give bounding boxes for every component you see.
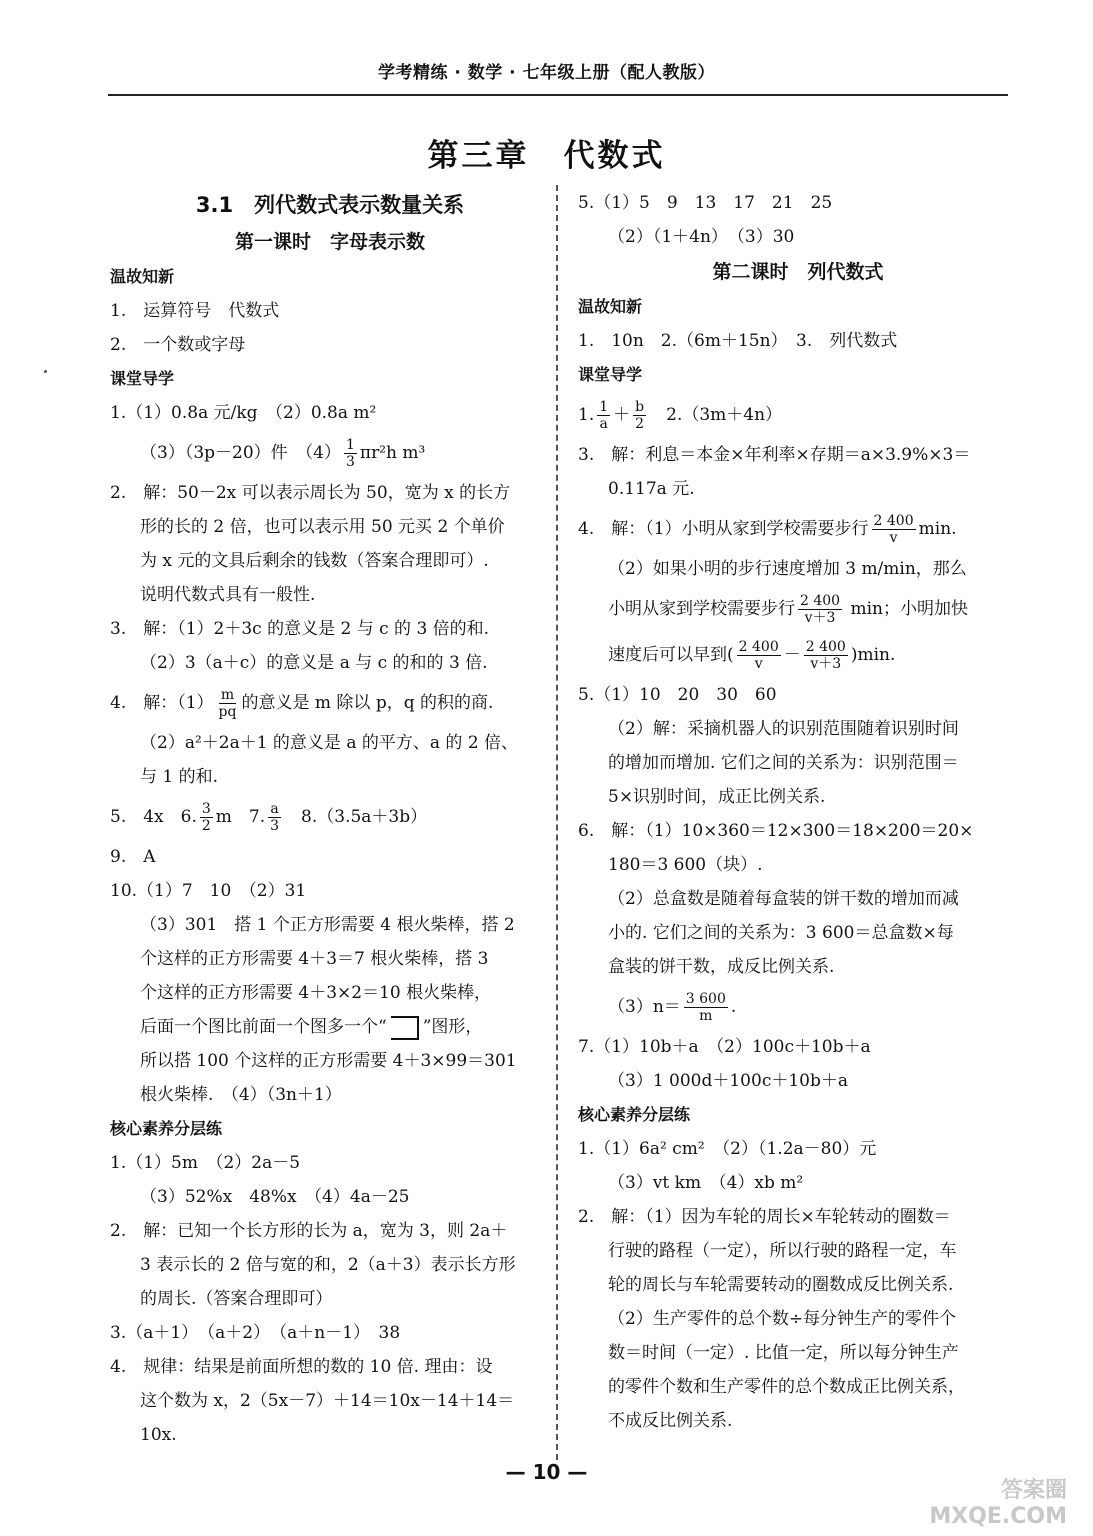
watermark-bottom: MXQE.COM [929, 1504, 1067, 1529]
denominator: 2 [635, 416, 645, 432]
numerator: 3 [201, 801, 211, 817]
answer-line: 2. 解：50－2x 可以表示周长为 50，宽为 x 的长方 [110, 483, 511, 503]
stray-dot [44, 370, 47, 373]
text: 后面一个图比前面一个图多一个“ [140, 1017, 387, 1037]
answer-line: 的增加而增加. 它们之间的关系为：识别范围＝ [608, 753, 959, 773]
text: 的意义是 m 除以 p，q 的积的商. [241, 693, 494, 713]
answer-line: （3）52%x 48%x （4）4a－25 [140, 1187, 410, 1207]
answer-line: 个这样的正方形需要 4＋3＝7 根火柴棒，搭 3 [140, 949, 489, 969]
paren-left: ( [727, 645, 734, 665]
fraction [597, 399, 610, 432]
fraction [798, 593, 842, 626]
fraction [344, 437, 357, 470]
numerator: b [635, 399, 645, 415]
denominator: 3 [345, 454, 355, 470]
answer-line [578, 632, 1018, 678]
answer-line: 的零件个数和生产零件的总个数成正比例关系， [608, 1377, 965, 1397]
header-rule [108, 94, 1008, 96]
answer-line: （2）生产零件的总个数÷每分钟生产的零件个 [608, 1309, 957, 1329]
answer-line: （3）vt km （4）xb m² [608, 1173, 804, 1193]
lesson-title: 第二课时 列代数式 [712, 261, 884, 283]
numerator: 2 400 [738, 639, 779, 655]
answer-line: 3. 解：（1）2＋3c 的意义是 2 与 c 的 3 倍的和. [110, 619, 490, 639]
answer-line: 为 x 元的文具后剩余的钱数（答案合理即可）. [140, 551, 489, 571]
fraction [872, 513, 916, 546]
running-header: 学考精练 · 数学 · 七年级上册（配人教版） [377, 63, 716, 83]
answer-line: 的周长.（答案合理即可） [140, 1289, 333, 1309]
answer-line: 1. 10n 2.（6m＋15n） 3. 列代数式 [578, 331, 898, 351]
chapter-title: 第三章 代数式 [427, 138, 666, 174]
text: m 7. [215, 807, 266, 827]
answer-line: 4. 规律：结果是前面所想的数的 10 倍. 理由：设 [110, 1357, 493, 1377]
numerator: 2 400 [873, 513, 914, 529]
text: 1. [578, 405, 595, 425]
denominator: a [599, 416, 608, 432]
answer-line [578, 506, 1018, 552]
fraction [633, 399, 646, 432]
answer-line: 不成反比例关系. [608, 1411, 733, 1431]
text: （3）（3p－20）件 （4） [140, 443, 341, 463]
column-divider [556, 185, 558, 1460]
square-shape-icon [391, 1016, 419, 1040]
answer-line: （2）解：采摘机器人的识别范围随着识别时间 [608, 719, 959, 739]
answer-line: 9. A [110, 847, 156, 867]
answer-line: 数＝时间（一定）. 比值一定，所以每分钟生产 [608, 1343, 959, 1363]
answer-line: 所以搭 100 个这样的正方形需要 4＋3×99＝301 [140, 1051, 517, 1071]
answer-line: 3. 解：利息＝本金×年利率×存期＝a×3.9%×3＝ [578, 445, 971, 465]
answer-line: 行驶的路程（一定），所以行驶的路程一定，车 [608, 1241, 957, 1261]
subheading-class: 课堂导学 [110, 369, 175, 388]
denominator: m [699, 1008, 713, 1024]
answer-line: 轮的周长与车轮需要转动的圈数成反比例关系. [608, 1275, 954, 1295]
answer-line: 6. 解：（1）10×360＝12×300＝18×200＝20× [578, 821, 974, 841]
answer-line: 3 表示长的 2 倍与宽的和，2（a＋3）表示长方形 [140, 1255, 516, 1275]
denominator: v＋3 [810, 656, 842, 672]
paren-right: ) [850, 645, 858, 665]
right-column [578, 186, 1018, 1438]
answer-line: （3）1 000d＋100c＋10b＋a [608, 1071, 848, 1091]
answer-line: 1.（1）0.8a 元/kg （2）0.8a m² [110, 403, 377, 423]
denominator: 2 [201, 818, 211, 834]
fraction [804, 639, 848, 672]
answer-line: 2. 解：已知一个长方形的长为 a，宽为 3，则 2a＋ [110, 1221, 508, 1241]
answer-line: 小的. 它们之间的关系为：3 600＝总盒数×每 [608, 923, 954, 943]
text: 5. 4x 6. [110, 807, 197, 827]
text: 4. 解：（1）小明从家到学校需要步行 [578, 519, 869, 539]
numerator: 1 [345, 437, 355, 453]
answer-line: （2）a²＋2a＋1 的意义是 a 的平方、a 的 2 倍、 [140, 733, 519, 753]
answer-line: 这个数为 x，2（5x－7）＋14＝10x－14＋14＝ [140, 1391, 515, 1411]
answer-line: 根火柴棒. （4）（3n＋1） [140, 1085, 342, 1105]
numerator: m [220, 687, 235, 703]
denominator: v＋3 [804, 610, 836, 626]
answer-line: 5×识别时间，成正比例关系. [608, 787, 826, 807]
subheading-review: 温故知新 [110, 267, 175, 286]
text: min；小明加快 [845, 599, 969, 619]
answer-line: 10.（1）7 10 （2）31 [110, 881, 307, 901]
subheading-class: 课堂导学 [578, 365, 643, 384]
answer-line: 个这样的正方形需要 4＋3×2＝10 根火柴棒， [140, 983, 492, 1003]
left-column [110, 186, 550, 1452]
text: min. [857, 645, 896, 665]
text: ”图形， [422, 1017, 483, 1037]
answer-line: 10x. [140, 1425, 177, 1445]
subheading-core: 核心素养分层练 [578, 1105, 691, 1124]
denominator: v [889, 530, 898, 546]
answer-line: （3）301 搭 1 个正方形需要 4 根火柴棒，搭 2 [140, 915, 515, 935]
text: 小明从家到学校需要步行 [608, 599, 795, 619]
answer-line: 2. 解：（1）因为车轮的周长×车轮转动的圈数＝ [578, 1207, 951, 1227]
answer-line: 1. 运算符号 代数式 [110, 301, 280, 321]
answer-line: 0.117a 元. [608, 479, 695, 499]
text: （3）n＝ [608, 997, 681, 1017]
answer-line: 1.（1）5m （2）2a－5 [110, 1153, 301, 1173]
numerator: a [270, 801, 279, 817]
subheading-review: 温故知新 [578, 297, 643, 316]
numerator: 2 400 [805, 639, 846, 655]
answer-line: （2）3（a＋c）的意义是 a 与 c 的和的 3 倍. [140, 653, 488, 673]
text: min. [918, 519, 957, 539]
answer-line [578, 586, 1018, 632]
answer-line: 5.（1）10 20 30 60 [578, 685, 777, 705]
answer-line: 7.（1）10b＋a （2）100c＋10b＋a [578, 1037, 871, 1057]
fraction [737, 639, 781, 672]
text: 2.（3m＋4n） [649, 405, 783, 425]
answer-line: 说明代数式具有一般性. [140, 585, 316, 605]
text: πr²h m³ [359, 443, 426, 463]
fraction [684, 991, 728, 1024]
numerator: 3 600 [685, 991, 726, 1007]
answer-line: （2）总盒数是随着每盒装的饼干数的增加而减 [608, 889, 959, 909]
answer-line: 形的长的 2 倍，也可以表示用 50 元买 2 个单价 [140, 517, 505, 537]
subheading-core: 核心素养分层练 [110, 1119, 223, 1138]
text: 8.（3.5a＋3b） [284, 807, 428, 827]
answer-line [578, 392, 1018, 438]
answer-line: 180＝3 600（块）. [608, 855, 763, 875]
answer-line: 5.（1）5 9 13 17 21 25 [578, 193, 833, 213]
watermark-top: 答案圈 [1000, 1478, 1067, 1503]
answer-line: （2）（1＋4n） （3）30 [608, 227, 795, 247]
answer-line [110, 794, 550, 840]
numerator: 2 400 [800, 593, 841, 609]
text: ＋ [613, 405, 631, 425]
answer-line [578, 984, 1018, 1030]
answer-line [110, 1010, 550, 1044]
answer-line: 1.（1）6a² cm² （2）（1.2a－80）元 [578, 1139, 877, 1159]
lesson-title: 第一课时 字母表示数 [234, 231, 425, 253]
fraction [217, 687, 239, 720]
answer-line: 盒装的饼干数，成反比例关系. [608, 957, 835, 977]
numerator: 1 [599, 399, 609, 415]
answer-line: 2. 一个数或字母 [110, 335, 246, 355]
fraction [200, 801, 213, 834]
answer-line: （2）如果小明的步行速度增加 3 m/min，那么 [608, 559, 967, 579]
answer-line: 3.（a＋1） （a＋2） （a＋n－1） 38 [110, 1323, 401, 1343]
answer-line [110, 680, 550, 726]
fraction [268, 801, 281, 834]
denominator: 3 [270, 818, 280, 834]
text: 速度后可以早到 [608, 645, 727, 665]
watermark-logo [929, 1478, 1067, 1530]
section-title: 3.1 列代数式表示数量关系 [195, 193, 465, 217]
answer-line [110, 430, 550, 476]
text: 4. 解：（1） [110, 693, 214, 713]
denominator: pq [218, 704, 237, 720]
answer-line: 与 1 的和. [140, 767, 219, 787]
text: － [783, 645, 801, 665]
text: . [730, 997, 737, 1017]
page-number: — 10 — [505, 1460, 588, 1484]
denominator: v [754, 656, 763, 672]
